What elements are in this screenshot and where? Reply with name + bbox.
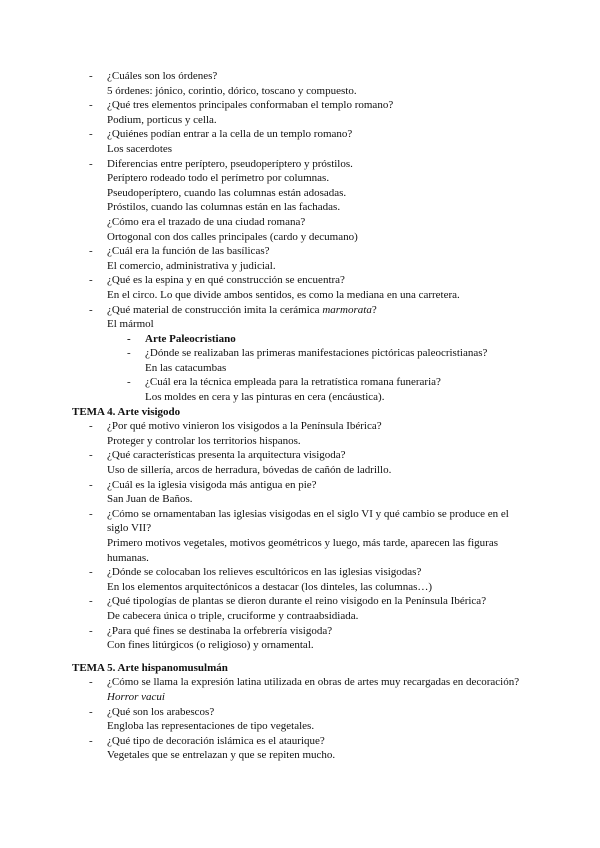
answer-line: Próstilos, cuando las columnas están en las fachadas.	[107, 201, 341, 214]
question-ataurique	[0, 734, 600, 749]
question-relieves	[0, 565, 600, 580]
answer-basilicas: El comercio, administrativa y judicial.	[107, 259, 276, 272]
answer-arquitectura: Uso de sillería, arcos de herradura, bóvedas de cañón de ladrillo.	[107, 464, 392, 477]
question-text: ¿Qué tipo de decoración islámica es el ataurique?	[107, 734, 325, 747]
answer-marmorata: El mármol	[107, 318, 154, 331]
question-text: ¿Cómo se ornamentaban las iglesias visigodas en el siglo VI y qué cambio se produce en el	[107, 507, 509, 520]
answer-line: Pseudoperíptero, cuando las columnas están adosadas.	[107, 186, 347, 199]
question-arquitectura	[0, 448, 600, 463]
question-espina	[0, 273, 600, 288]
question-marmorata	[0, 303, 600, 318]
question-orders	[0, 69, 600, 84]
question-text: ¿Por qué motivo vinieron los visigodos a la Península Ibérica?	[107, 420, 382, 433]
question-temple-elements	[0, 98, 600, 113]
question-periptero	[0, 157, 600, 172]
list-dash: -	[89, 70, 93, 82]
answer-orfebreria: Con fines litúrgicos (o religioso) y ornamental.	[107, 639, 314, 652]
section-gap	[0, 653, 600, 661]
answer-plantas: De cabecera única o triple, cruciforme y contraabsidiada.	[107, 609, 359, 622]
answer-orders: 5 órdenes: jónico, corintio, dórico, toscano y compuesto.	[107, 84, 357, 97]
question-text: ¿Cuál es la iglesia visigoda más antigua en pie?	[107, 478, 317, 491]
answer-arabescos: Engloba las representaciones de tipo vegetales.	[107, 720, 315, 733]
question-text: Diferencias entre períptero, pseudoperíptero y próstilos.	[107, 157, 353, 170]
question-cella	[0, 127, 600, 142]
question-text: ¿Dónde se realizaban las primeras manifestaciones pictóricas paleocristianas?	[145, 347, 488, 360]
question-text: ¿Qué tres elementos principales conformaban el templo romano?	[107, 99, 394, 112]
question-text: ¿Para qué fines se destinaba la orfebrería visigoda?	[107, 624, 333, 637]
list-dash: -	[89, 157, 93, 170]
question-text: ¿Cuáles son los órdenes?	[107, 70, 218, 82]
answer-espina: En el circo. Lo que divide ambos sentidos, es como la mediana en una carretera.	[107, 288, 460, 301]
question-ornamentacion	[0, 507, 600, 522]
list-dash: -	[89, 595, 93, 608]
list-dash: -	[127, 347, 131, 360]
list-dash: -	[127, 376, 131, 389]
list-dash: -	[89, 507, 93, 520]
answer-relieves: En los elementos arquitectónicos a destacar (los dinteles, las columnas…)	[107, 580, 433, 593]
answer-iglesia-antigua: San Juan de Baños.	[107, 493, 193, 506]
list-dash: -	[89, 705, 93, 718]
answer-line: Ortogonal con dos calles principales (cardo y decumano)	[107, 230, 358, 243]
question-catacumbas	[0, 346, 600, 361]
list-dash: -	[89, 303, 93, 316]
question-continuation: siglo VII?	[107, 522, 152, 535]
answer-retratistica: Los moldes en cera y las pinturas en cera (encáustica).	[145, 391, 385, 404]
heading-tema4: TEMA 4. Arte visigodo	[72, 405, 181, 418]
question-text: ¿Cuál era la técnica empleada para la retratística romana funeraria?	[145, 376, 441, 389]
list-dash: -	[89, 420, 93, 433]
list-dash: -	[89, 128, 93, 141]
answer-horror-vacui	[0, 690, 600, 705]
answer-line: Primero motivos vegetales, motivos geométricos y luego, más tarde, aparecen las figuras	[107, 537, 498, 549]
question-retratistica	[0, 375, 600, 390]
question-iglesia-antigua	[0, 478, 600, 493]
answer-visigodos-motivo: Proteger y controlar los territorios hispanos.	[107, 434, 301, 447]
question-text: ¿Qué es la espina y en qué construcción se encuentra?	[107, 274, 345, 287]
subheading-paleocristiano	[0, 332, 600, 347]
question-italic: marmorata	[322, 303, 372, 316]
answer-line: humanas.	[107, 551, 149, 564]
question-text: ¿Qué material de construcción imita la cerámica	[107, 303, 323, 316]
heading-tema5: TEMA 5. Arte hispanomusulmán	[72, 661, 228, 674]
list-dash: -	[89, 624, 93, 637]
list-dash: -	[89, 245, 93, 258]
question-text: ¿Cómo se llama la expresión latina utilizada en obras de artes muy recargadas en decoración?	[107, 676, 520, 689]
question-arabescos	[0, 705, 600, 720]
list-dash: -	[89, 676, 93, 689]
answer-italic: Horror vacui	[107, 690, 165, 703]
question-plantas	[0, 594, 600, 609]
question-text: ¿Qué tipologías de plantas se dieron durante el reino visigodo en la Península Ibérica?	[107, 595, 487, 608]
answer-line: Períptero rodeado todo el perímetro por columnas.	[107, 172, 330, 185]
list-dash: -	[89, 566, 93, 579]
list-dash: -	[89, 274, 93, 287]
question-text: ?	[371, 303, 377, 316]
list-dash: -	[89, 99, 93, 112]
answer-ataurique: Vegetales que se entrelazan y que se repiten mucho.	[107, 749, 336, 762]
subheading-text: Arte Paleocristiano	[145, 332, 236, 345]
question-text: ¿Cuál era la función de las basílicas?	[107, 245, 270, 258]
list-dash: -	[89, 449, 93, 462]
answer-line: ¿Cómo era el trazado de una ciudad romana?	[107, 215, 306, 228]
list-dash: -	[89, 478, 93, 491]
list-dash: -	[127, 332, 131, 345]
question-basilicas	[0, 244, 600, 259]
answer-cella: Los sacerdotes	[107, 142, 173, 155]
question-text: ¿Dónde se colocaban los relieves escultóricos en las iglesias visigodas?	[107, 566, 422, 579]
answer-catacumbas: En las catacumbas	[145, 361, 227, 374]
answer-temple-elements: Podium, porticus y cella.	[107, 113, 217, 126]
question-text: ¿Qué son los arabescos?	[107, 705, 215, 718]
question-orfebreria	[0, 624, 600, 639]
question-text: ¿Qué características presenta la arquitectura visigoda?	[107, 449, 346, 462]
question-visigodos-motivo	[0, 419, 600, 434]
question-text: ¿Quiénes podían entrar a la cella de un templo romano?	[107, 128, 353, 141]
question-horror-vacui	[0, 675, 600, 690]
list-dash: -	[89, 734, 93, 747]
